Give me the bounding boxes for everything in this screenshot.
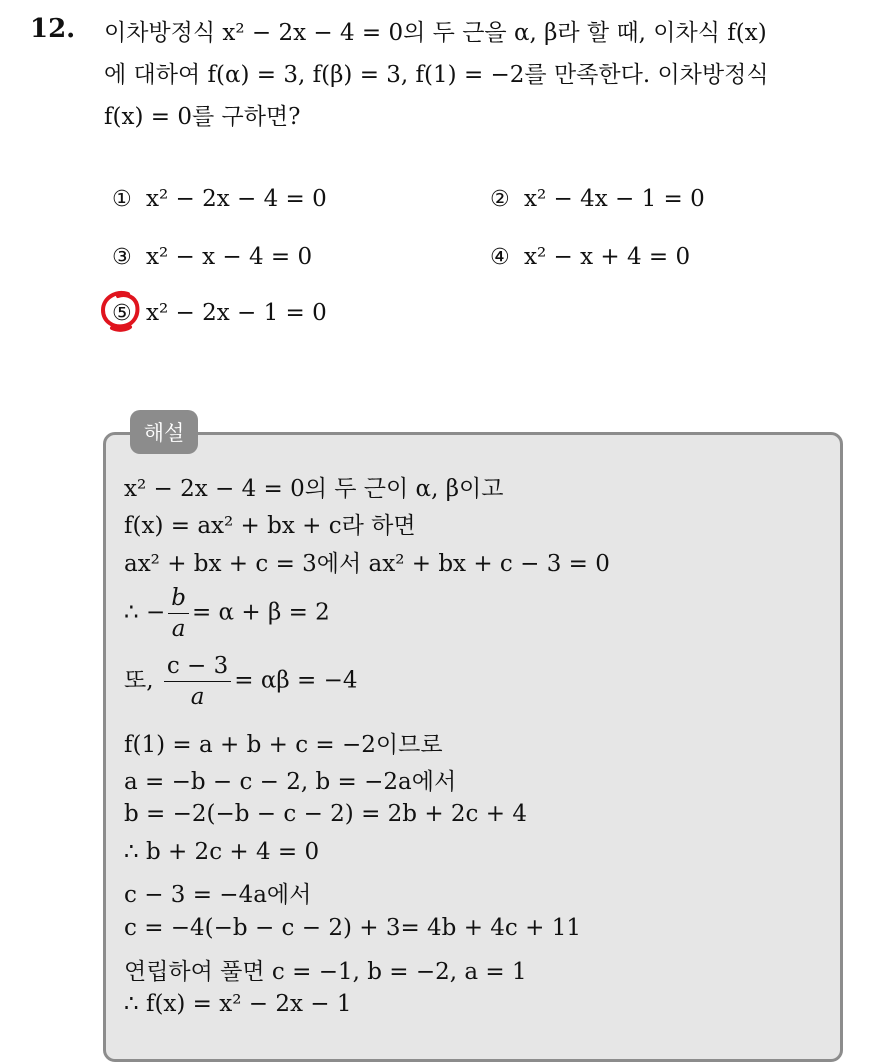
also-prefix: 또, [124, 667, 161, 694]
choice-marker: ① [112, 187, 132, 212]
solution-line-9: ∴ b + 2c + 4 = 0 [124, 839, 320, 865]
solution-line-8: b = −2(−b − c − 2) = 2b + 2c + 4 [124, 801, 527, 827]
fraction-denominator: a [171, 616, 186, 642]
fraction-numerator: b [168, 585, 189, 614]
fraction-rest: = αβ = −4 [234, 667, 358, 694]
question-line-1: 이차방정식 x² − 2x − 4 = 0의 두 근을 α, β라 할 때, 이차식 f(x) [104, 20, 767, 46]
solution-line-10: c − 3 = −4a에서 [124, 882, 312, 908]
solution-line-3: ax² + bx + c = 3에서 ax² + bx + c − 3 = 0 [124, 551, 610, 577]
choice-3[interactable] [112, 244, 312, 270]
question-text [104, 12, 864, 138]
question-line-2: 에 대하여 f(α) = 3, f(β) = 3, f(1) = −2를 만족한다. 이차방정식 [104, 62, 769, 88]
solution-line-11: c = −4(−b − c − 2) + 3= 4b + 4c + 11 [124, 915, 581, 941]
choice-marker: ④ [490, 245, 510, 270]
choice-text: x² − x − 4 = 0 [146, 244, 313, 270]
fraction-rest: = α + β = 2 [191, 599, 330, 626]
solution-line-7: a = −b − c − 2, b = −2a에서 [124, 769, 457, 795]
solution-tab: 해설 [130, 410, 198, 454]
solution-line-6: f(1) = a + b + c = −2이므로 [124, 732, 443, 758]
fraction-numerator: c − 3 [164, 653, 231, 682]
choice-1[interactable] [112, 186, 327, 212]
question-line-3: f(x) = 0를 구하면? [104, 104, 301, 130]
choice-2[interactable] [490, 186, 705, 212]
choice-4[interactable] [490, 244, 690, 270]
solution-line-1: x² − 2x − 4 = 0의 두 근이 α, β이고 [124, 476, 504, 502]
solution-line-2: f(x) = ax² + bx + c라 하면 [124, 513, 416, 539]
choice-5[interactable] [112, 300, 327, 326]
choice-marker: ③ [112, 245, 132, 270]
solution-line-4 [124, 585, 330, 642]
solution-line-12: 연립하여 풀면 c = −1, b = −2, a = 1 [124, 959, 527, 985]
therefore-prefix: ∴ − [124, 599, 166, 626]
fraction-b-over-a [168, 585, 189, 642]
choice-text: x² − 2x − 4 = 0 [146, 186, 327, 212]
fraction-denominator: a [190, 684, 205, 710]
question-number: 12. [30, 14, 76, 44]
fraction-c3-over-a [164, 653, 231, 710]
choice-marker: ② [490, 187, 510, 212]
choice-marker: ⑤ [112, 301, 132, 326]
choice-text: x² − x + 4 = 0 [524, 244, 691, 270]
solution-line-5 [124, 653, 357, 710]
choice-text: x² − 2x − 1 = 0 [146, 300, 327, 326]
solution-line-13: ∴ f(x) = x² − 2x − 1 [124, 991, 352, 1017]
choice-text: x² − 4x − 1 = 0 [524, 186, 705, 212]
